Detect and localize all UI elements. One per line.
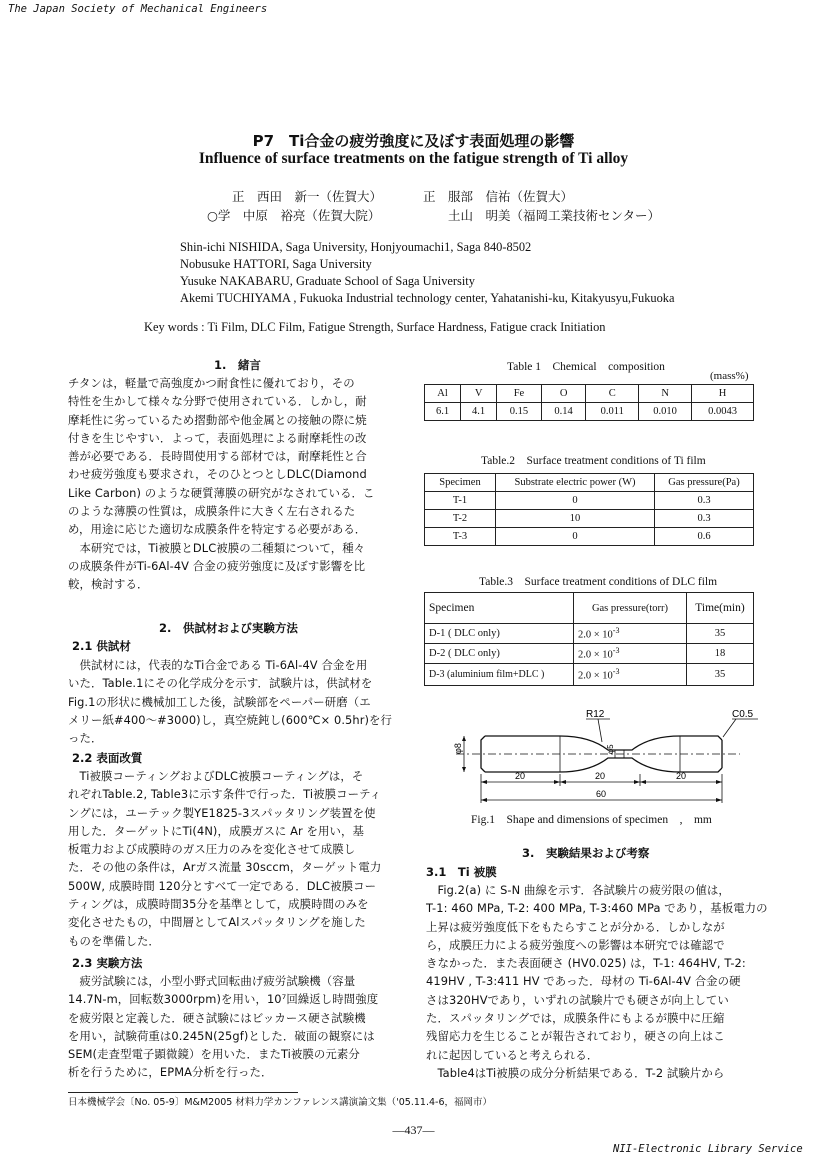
chamfer-label: C0.5 [732, 709, 754, 720]
section-3-heading: 3. 実験結果および考察 [522, 846, 650, 860]
table-header-cell: Gas pressure(torr) [574, 593, 687, 624]
table-header-cell: O [541, 385, 586, 403]
text-line: Ti被膜コーティングおよびDLC被膜コーティングは，そ [68, 769, 364, 783]
table-row [425, 403, 754, 421]
text-line: 419HV , T-3:411 HV であった．母材の Ti-6Al-4V 合金の硬 [426, 974, 741, 989]
page-number: ―437― [392, 1123, 435, 1137]
text-line: のような薄膜の性質は，成膜条件に大きく左右されるた [68, 504, 356, 519]
text-line: 板電力および成膜時のガス圧力のみを変化させて成膜し [68, 842, 356, 857]
table-1-caption: Table 1 Chemical composition [507, 361, 665, 373]
section-2-1-body [68, 656, 392, 747]
dimension-label: 20 [594, 771, 606, 781]
table-row [425, 528, 754, 546]
table-3 [424, 592, 754, 686]
title-en: Influence of surface treatments on the fatigue strength of Ti alloy [198, 150, 629, 167]
table-3-caption: Table.3 Surface treatment conditions of DLC film [479, 576, 718, 588]
exponent: -3 [612, 646, 620, 656]
table-row [425, 624, 754, 644]
text-line: 析を行うために，EPMA分析を行った． [68, 1065, 273, 1080]
text-line: 疲労試験には，小型小野式回転曲げ疲労試験機（容量 [68, 974, 356, 988]
table-cell: 0.011 [586, 403, 639, 421]
section-2-2-body [68, 767, 381, 950]
table-header-cell: Al [425, 385, 461, 403]
dimension-label: 20 [675, 771, 687, 781]
text-line: ら，成膜圧力による疲労強度への影響は本研究では確認で [426, 937, 725, 952]
table-cell: D-2 ( DLC only) [425, 644, 574, 664]
subsection-2-2: 2.2 表面改質 [72, 751, 143, 765]
radius-label: R12 [586, 709, 605, 720]
text-line: 特性を生かして様々な分野で使用されている．しかし，耐 [68, 394, 367, 409]
footnote-rule [68, 1092, 298, 1093]
table-header-cell: H [692, 385, 754, 403]
text-line: 用した．ターゲットにTi(4N)，成膜ガスに Ar を用い，基 [68, 823, 364, 838]
table-cell: 35 [687, 624, 754, 644]
dimension-label: 20 [514, 771, 526, 781]
text-line: た．その他の条件は，Arガス流量 30sccm，ターゲット電力 [68, 860, 382, 875]
section-2-heading: 2. 供試材および実験方法 [159, 621, 298, 635]
text-line: いた．Table.1にその化学成分を示す．試験片は，供試材を [68, 676, 373, 691]
text-line: 残留応力を生じることが報告されており，硬さの向上はこ [426, 1029, 725, 1044]
text-line: Fig.2(a) に S-N 曲線を示す．各試験片の疲労限の値は， [426, 883, 730, 897]
text-line: を疲労限と定義した．硬さ試験にはビッカース硬さ試験機 [68, 1010, 366, 1025]
table-cell: 18 [687, 644, 754, 664]
text-line: 本研究では，Ti被膜とDLC被膜の二種類について，種々 [68, 540, 366, 555]
table-cell: 0.14 [541, 403, 586, 421]
table-cell: D-3 (aluminium film+DLC ) [425, 664, 574, 686]
text-line: ものを準備した． [68, 933, 160, 948]
table-row [425, 510, 754, 528]
keywords: Key words : Ti Film, DLC Film, Fatigue Strength, Surface Hardness, Fatigue crack Initiation [144, 320, 606, 334]
dimension-label-d-small: φ5 [606, 744, 615, 754]
specimen-drawing [440, 704, 770, 806]
table-header-cell: Specimen [425, 593, 574, 624]
text-line: 摩耗性に劣っているため摺動部や他金属との接触の際に焼 [68, 412, 367, 427]
table-cell: 0.0043 [692, 403, 754, 421]
author-jp-3: ○学 中原 裕亮（佐賀大院） [207, 208, 381, 223]
table-cell: 0.15 [497, 403, 542, 421]
table-header-cell: C [586, 385, 639, 403]
section-1-heading: 1. 緒言 [214, 358, 261, 372]
table-row [425, 385, 754, 403]
table-header-cell: Gas pressure(Pa) [655, 474, 754, 492]
text-line: 善が必要である．長時間使用する部材では，耐摩耗性と合 [68, 449, 367, 464]
table-cell [574, 644, 687, 664]
dimension-label-d-big: φ8 [453, 743, 463, 754]
dimension-label: 60 [595, 789, 607, 799]
text-line: め，用途に応じた適切な成膜条件を特定する必要がある． [68, 522, 367, 537]
subsection-2-1: 2.1 供試材 [72, 639, 131, 653]
text-line: Fig.1の形状に機械加工した後，試験部をペーパー研磨（エ [68, 694, 371, 709]
text-line: を用い，試験荷重は0.245N(25gf)とした．破面の観察には [68, 1028, 375, 1043]
table-cell: 6.1 [425, 403, 461, 421]
library-service-footer: NII-Electronic Library Service [613, 1143, 803, 1155]
text-line: メリー紙#400～#3000)し，真空焼鈍し(600℃× 0.5hr)を行 [68, 712, 393, 727]
author-en-line: Shin-ichi NISHIDA, Saga University, Honjyoumachi1, Saga 840-8502 [180, 240, 532, 254]
table-cell-value: 2.0 × 10 [578, 629, 613, 641]
exponent: -3 [612, 626, 620, 636]
text-line: 500W, 成膜時間 120分とすべて一定である．DLC被膜コー [68, 878, 377, 893]
text-line: た．スパッタリングでは，成膜条件にもよるが膜中に圧縮 [426, 1011, 725, 1026]
title-jp: P7 Ti合金の疲労強度に及ぼす表面処理の影響 [252, 132, 575, 150]
subsection-2-3: 2.3 実験方法 [72, 956, 143, 970]
table-row [425, 593, 754, 624]
exponent: -3 [612, 667, 620, 677]
table-row [425, 644, 754, 664]
table-cell: T-1 [425, 492, 496, 510]
text-line: の成膜条件がTi-6Al-4V 合金の疲労強度に及ぼす影響を比 [68, 558, 366, 573]
table-cell [574, 664, 687, 686]
text-line: SEM(走査型電子顕微鏡）を用いた．またTi被膜の元素分 [68, 1047, 360, 1062]
table-cell: 4.1 [461, 403, 497, 421]
leader-line [723, 719, 736, 737]
text-line: 14.7N-m，回転数3000rpm)を用い，10⁷回繰返し時間強度 [68, 992, 379, 1007]
table-cell: 0.6 [655, 528, 754, 546]
table-cell: 0 [496, 528, 655, 546]
author-jp-2: 正 服部 信祐（佐賀大） [423, 189, 574, 204]
table-row [425, 664, 754, 686]
section-2-3-body [68, 972, 378, 1082]
table-cell-value: 2.0 × 10 [578, 670, 613, 682]
authors-en [180, 239, 675, 307]
table-1 [424, 384, 754, 421]
section-1-body [68, 374, 375, 594]
table-2 [424, 473, 754, 546]
text-line: った． [68, 731, 103, 746]
figure-1-caption: Fig.1 Shape and dimensions of specimen , mm [471, 814, 712, 826]
table-cell: 0.3 [655, 492, 754, 510]
text-line: Table4はTi被膜の成分分析結果である．T-2 試験片から [426, 1065, 725, 1080]
table-header-cell: Time(min) [687, 593, 754, 624]
table-row [425, 492, 754, 510]
text-line: 上昇は疲労強度低下をもたらすことが分かる．しかしなが [426, 919, 725, 934]
footnote: 日本機械学会〔No. 05-9〕M&M2005 材料力学カンファレンス講演論文集（'05.11.4-6，福岡市） [68, 1097, 492, 1108]
text-line: れに起因していると考えられる． [426, 1047, 599, 1062]
text-line: わせ疲労強度も要求され，そのひとつとしDLC(Diamond [68, 467, 367, 482]
text-line: 付きを生じやすい．よって，表面処理による耐摩耗性の改 [68, 430, 367, 445]
table-cell: 0.3 [655, 510, 754, 528]
specimen-outline-bottom [485, 758, 722, 772]
text-line: ングには，ユーテック製YE1825-3スパッタリング装置を使 [68, 805, 376, 820]
specimen-outline-top [485, 736, 722, 750]
author-en-line: Nobusuke HATTORI, Saga University [180, 257, 372, 271]
text-line: 変化させたもの，中間層としてAlスパッタリングを施した [68, 915, 366, 930]
table-cell [574, 624, 687, 644]
table-header-cell: Substrate electric power (W) [496, 474, 655, 492]
text-line: きなかった．また表面硬さ (HV0.025) は，T-1: 464HV, T-2: [426, 956, 746, 971]
table-2-caption: Table.2 Surface treatment conditions of Ti film [481, 455, 706, 467]
table-header-cell: Fe [497, 385, 542, 403]
text-line: れぞれTable.2, Table3に示す条件で行った．Ti被膜コーティ [68, 787, 382, 802]
table-cell: T-2 [425, 510, 496, 528]
table-cell: T-3 [425, 528, 496, 546]
table-cell-value: 2.0 × 10 [578, 649, 613, 661]
table-header-cell: N [639, 385, 692, 403]
text-line: ティングは，成膜時間35分を基準として，成膜時間のみを [68, 897, 369, 912]
table-cell: D-1 ( DLC only) [425, 624, 574, 644]
table-cell: 10 [496, 510, 655, 528]
table-row [425, 474, 754, 492]
table-header-cell: V [461, 385, 497, 403]
text-line: Like Carbon) のような硬質薄膜の研究がなされている．こ [68, 485, 375, 500]
author-en-line: Akemi TUCHIYAMA , Fukuoka Industrial technology center, Yahatanishi-ku, Kitakyusyu,Fukuoka [180, 291, 675, 305]
author-jp-1: 正 西田 新一（佐賀大） [232, 189, 383, 204]
table-header-cell: Specimen [425, 474, 496, 492]
subsection-3-1: 3.1 Ti 被膜 [426, 865, 497, 879]
author-jp-4: 土山 明美（福岡工業技術センター） [448, 208, 661, 223]
text-line: 較，検討する． [68, 577, 149, 592]
text-line: チタンは，軽量で高強度かつ耐食性に優れており，その [68, 376, 355, 390]
text-line: 供試材には，代表的なTi合金である Ti-6Al-4V 合金を用 [68, 658, 368, 672]
leader-line [598, 719, 602, 742]
text-line: T-1: 460 MPa, T-2: 400 MPa, T-3:460 MPa であり，基板電力の [426, 901, 768, 916]
author-en-line: Yusuke NAKABARU, Graduate School of Saga University [180, 274, 475, 288]
section-3-1-body [426, 881, 768, 1082]
society-header: The Japan Society of Mechanical Engineers [8, 3, 268, 15]
table-cell: 0.010 [639, 403, 692, 421]
text-line: さは320HVであり，いずれの試験片でも硬さが向上してい [426, 992, 729, 1007]
table-1-unit: (mass%) [710, 370, 749, 382]
table-cell: 0 [496, 492, 655, 510]
table-cell: 35 [687, 664, 754, 686]
